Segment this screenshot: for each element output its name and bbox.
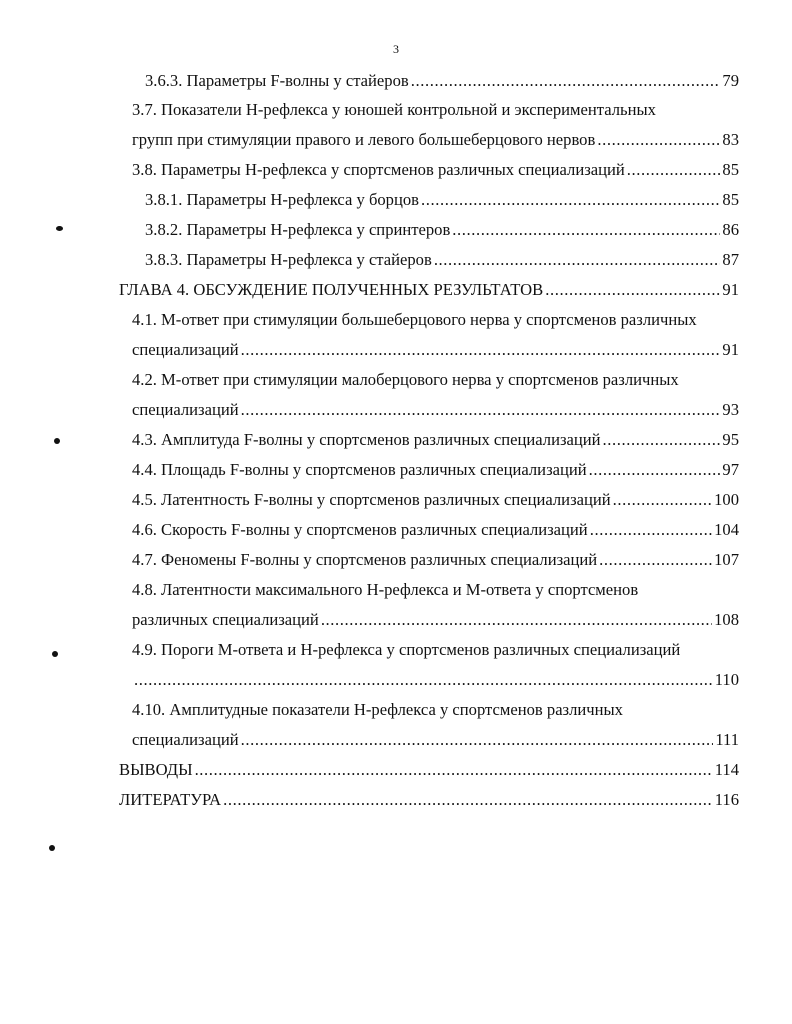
toc-entry: 4.3. Амплитуда F-волны у спортсменов различных специализаций ..... 95 — [132, 429, 739, 451]
page-number: 3 — [393, 42, 399, 56]
toc-entry: 3.8.2. Параметры Н-рефлекса у спринтеров ..... 86 — [145, 219, 739, 241]
toc-entry-continuation: различных специализаций ..... 108 — [132, 609, 739, 631]
scan-mark — [54, 438, 60, 444]
scan-mark — [56, 226, 63, 231]
toc-entry: 4.6. Скорость F-волны у спортсменов различных специализаций ..... 104 — [132, 519, 739, 541]
toc-entry: 4.7. Феномены F-волны у спортсменов различных специализаций ..... 107 — [132, 549, 739, 571]
toc-chapter: ЛИТЕРАТУРА ..... 116 — [119, 789, 739, 811]
toc-entry: 4.1. М-ответ при стимуляции большеберцового нерва у спортсменов различных — [132, 310, 697, 329]
toc-chapter: ВЫВОДЫ ..... 114 — [119, 759, 739, 781]
toc-entry-continuation: групп при стимуляции правого и левого большеберцового нервов ..... 83 — [132, 129, 739, 151]
toc-chapter: ГЛАВА 4. ОБСУЖДЕНИЕ ПОЛУЧЕННЫХ РЕЗУЛЬТАТОВ ..... 91 — [119, 279, 739, 301]
toc-entry: 3.8. Параметры Н-рефлекса у спортсменов различных специализаций ..... 85 — [132, 159, 739, 181]
toc-entry-continuation: специализаций ..... 111 — [132, 729, 739, 751]
toc-entry: 4.10. Амплитудные показатели Н-рефлекса у спортсменов различных — [132, 700, 623, 719]
scan-mark — [52, 651, 58, 657]
toc-entry: 3.7. Показатели Н-рефлекса у юношей контрольной и экспериментальных — [132, 100, 656, 119]
toc-entry: 4.2. М-ответ при стимуляции малоберцового нерва у спортсменов различных — [132, 370, 679, 389]
scan-mark — [49, 845, 55, 851]
toc-entry: 3.6.3. Параметры F-волны у стайеров ..... 79 — [145, 70, 739, 92]
toc-entry: 3.8.3. Параметры Н-рефлекса у стайеров ..... 87 — [145, 249, 739, 271]
toc-entry-continuation: ..... 110 — [132, 669, 739, 691]
toc-entry: 4.8. Латентности максимального Н-рефлекса и М-ответа у спортсменов — [132, 580, 639, 599]
toc-entry-continuation: специализаций ..... 93 — [132, 399, 739, 421]
toc-entry: 4.9. Пороги М-ответа и Н-рефлекса у спортсменов различных специализаций — [132, 640, 681, 659]
toc-entry: 4.5. Латентность F-волны у спортсменов различных специализаций ..... 100 — [132, 489, 739, 511]
toc-entry-continuation: специализаций ..... 91 — [132, 339, 739, 361]
toc-entry: 3.8.1. Параметры Н-рефлекса у борцов ..... 85 — [145, 189, 739, 211]
toc-entry: 4.4. Площадь F-волны у спортсменов различных специализаций ..... 97 — [132, 459, 739, 481]
